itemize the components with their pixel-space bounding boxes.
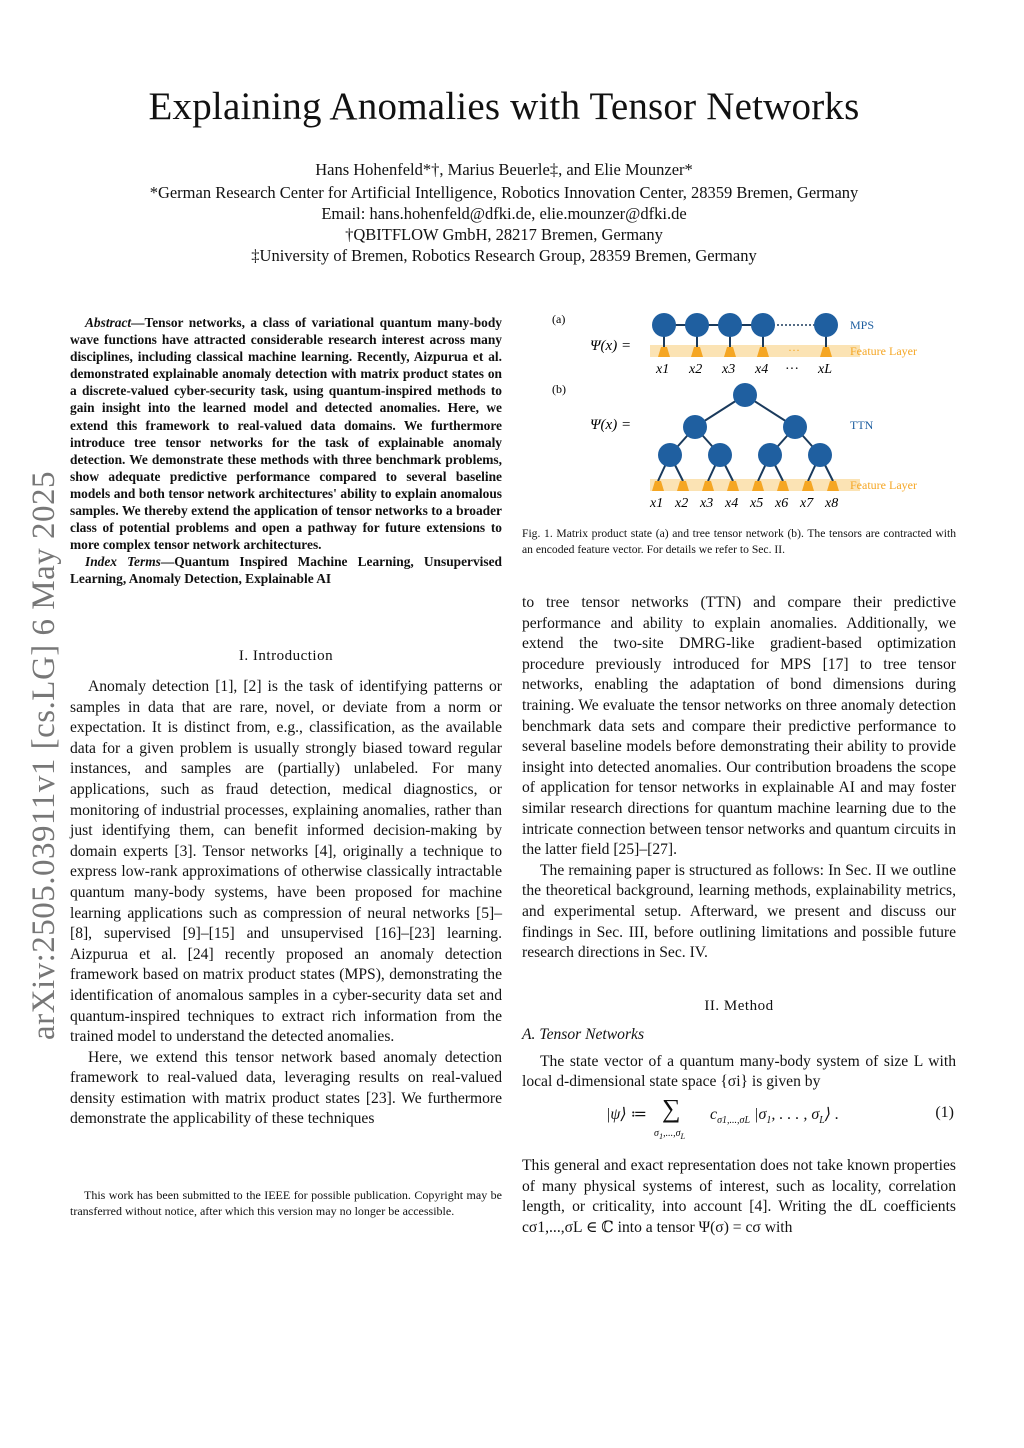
mps-label: MPS: [850, 318, 875, 332]
ttn-tensor-node: [808, 443, 832, 467]
section-1-body: [70, 677, 502, 1130]
ttn-tensor-node: [658, 443, 682, 467]
equation-rhs: $c_{\sigma 1,...,\sigma L}$ $|\sigma_1$, . . . , $\sigma_L⟩$ .: [710, 1106, 840, 1127]
footnote: [70, 1188, 502, 1219]
mps-tensor-node: [718, 313, 742, 337]
ttn-tensor-nodes: [658, 383, 832, 467]
right-column-top: [522, 593, 956, 964]
mps-x-label: x2: [689, 362, 703, 377]
mps-tensor-node: [814, 313, 838, 337]
mps-psi-label: Ψ(x) =: [590, 338, 632, 354]
ttn-x-labels: [649, 496, 838, 511]
arxiv-identifier: arXiv:2505.03911v1 [cs.LG] 6 May 2025: [26, 470, 62, 1040]
index-terms-text: —Quantum Inspired Machine Learning, Unsupervised Learning, Anomaly Detection, Explainable AI: [70, 554, 502, 587]
mps-tensor-node: [652, 313, 676, 337]
section-2-heading: II. Method: [704, 998, 774, 1014]
ttn-x-label: x8: [825, 496, 839, 511]
affiliation-3: ‡University of Bremen, Robotics Research Group, 28359 Bremen, Germany: [251, 246, 757, 265]
right-column-bottom: [522, 1156, 956, 1238]
sum-symbol: ∑: [662, 1094, 681, 1123]
right-paragraph-3: The state vector of a quantum many-body system of size L with local d-dimensional state space {σi} is given by: [522, 1052, 956, 1091]
ttn-label: TTN: [850, 418, 874, 432]
equation-number: (1): [935, 1104, 954, 1121]
abstract-label: Abstract: [85, 315, 132, 330]
mps-feature-dots: ···: [788, 343, 800, 357]
figure-1-caption: Fig. 1. Matrix product state (a) and tree tensor network (b). The tensors are contracted with an encoded feature vector. For details we refer to Sec. II.: [522, 527, 956, 556]
mps-x-label: x1: [656, 362, 670, 377]
section-1-paragraph: Here, we extend this tensor network based anomaly detection framework to real-valued data, leveraging results on real-valued density estimation with matrix product states [23]. We furthermore demonstrate the applicability of these techniques: [70, 1048, 502, 1128]
ttn-x-label: x6: [775, 496, 789, 511]
abstract: [70, 314, 502, 588]
ttn-tensor-node: [758, 443, 782, 467]
section-1-paragraph: Anomaly detection [1], [2] is the task of identifying patterns or samples in data that are rare, novel, or deviate from a norm or expectation. It is distinct from, e.g., classification, as the available data for a given problem is usually strongly biased toward regular instances, and samples are (partially) unlabeled. For many applications, such as fraud detection, medical diagnostics, or monitoring of industrial processes, explaining anomalies, rather than just identifying them, can benefit informed decision-making by domain experts [3]. Tensor networks [4], originally a technique to express low-rank approximations of otherwise classically intractable quantum many-body systems, have been proposed for machine learning applications such as compression of neural networks [5]–[8], supervised [9]–[15] and unsupervised [16]–[23] learning. Aizpurua et al. [24] recently proposed an anomaly detection framework based on matrix product states (MPS), demonstrating the identification of anomalous samples in a cyber-security data set and quantum-inspired techniques to extract rich information from the trained model to understand the detected anomalies.: [70, 678, 502, 1046]
index-terms-label: Index Terms: [85, 554, 161, 570]
ttn-x-label: x7: [800, 496, 814, 511]
mps-x-label: xL: [818, 362, 832, 377]
feature-layer-label-b: Feature Layer: [850, 478, 917, 492]
panel-a-label: (a): [552, 312, 566, 326]
ttn-x-label: x1: [650, 496, 664, 511]
abstract-text: —Tensor networks, a class of variational quantum many-body wave functions have attracted considerable research interest across many disciplines, including classical machine learning. Recently, Aizpurua et al. demonstrated explainable anomaly detection with matrix product states on a discrete-valued cyber-security task, using quantum-inspired methods to gain insight into the learned model and detected anomalies. Here, we extend this framework to real-valued data domains. We furthermore introduce tree tensor networks for the task of explainable anomaly detection. We demonstrate these methods with three benchmark problems, show adequate predictive performance compared to several baseline models and both tensor network architectures' ability to explain anomalous samples. We thereby extend the application of tensor networks to a broader class of potential problems and open a pathway for future extensions to more complex tensor network architectures.: [70, 315, 502, 553]
feature-layer-label-a: Feature Layer: [850, 344, 917, 358]
footnote-text: This work has been submitted to the IEEE for possible publication. Copyright may be transferred without notice, after which this version may no longer be accessible.: [70, 1188, 502, 1218]
ttn-tensor-node: [783, 415, 807, 439]
right-paragraph-4: This general and exact representation does not take known properties of many physical systems of interest, such as locality, correlation length, or criticality, into account [4]. Writing the dL coefficients cσ1,...,σL ∈ ℂ into a tensor Ψ(σ) = cσ with: [522, 1157, 956, 1236]
ttn-tensor-node: [708, 443, 732, 467]
ttn-bonds: [658, 395, 833, 481]
mps-x-dots: ···: [785, 362, 799, 377]
mps-x-label: x4: [755, 362, 769, 377]
mps-x-labels: [655, 362, 832, 377]
mps-x-label: x3: [722, 362, 736, 377]
right-paragraph-1: to tree tensor networks (TTN) and compare their predictive performance and ability to explain anomalies. Additionally, we extend the two-site DMRG-like gradient-based optimization procedure previously introduced for MPS [17] to tree tensor networks, enabling the adaptation of bond dimensions during training. We evaluate the tensor networks on three anomaly detection benchmark data sets and compare their predictive performance to several baseline models before demonstrating their ability to provide insight into detected anomalies. Our contribution broadens the scope of application for tensor networks in explainable AI and may foster similar research directions for quantum machine learning due to the intricate connection between tensor networks and quantum circuits in the latter field [25]–[27].: [522, 594, 956, 859]
figure-1: [540, 305, 960, 520]
affiliation-1: *German Research Center for Artificial Intelligence, Robotics Innovation Center, 28359 Bremen, Germany: [149, 183, 859, 202]
equation-lhs: |ψ⟩ ≔: [606, 1106, 648, 1123]
right-paragraph-2: The remaining paper is structured as follows: In Sec. II we outline the theoretical background, learning methods, explainability metrics, and experimental setup. Afterward, we present and discuss our findings in Sec. III, before outlining limitations and possible future research directions in Sec. IV.: [522, 861, 956, 962]
authors: Hans Hohenfeld*†, Marius Beuerle‡, and Elie Mounzer*: [315, 160, 693, 179]
affiliation-email: Email: hans.hohenfeld@dfki.de, elie.mounzer@dfki.de: [321, 204, 687, 223]
sum-index: $\sigma_1,...,\sigma_L$: [654, 1128, 686, 1141]
right-column-method: [522, 1025, 956, 1093]
section-1-heading: I. Introduction: [238, 648, 334, 664]
ttn-psi-label: Ψ(x) =: [590, 417, 632, 433]
ttn-x-label: x4: [725, 496, 739, 511]
subsection-heading: A. Tensor Networks: [522, 1026, 645, 1043]
ttn-x-label: x5: [750, 496, 764, 511]
ttn-x-label: x3: [700, 496, 714, 511]
affiliation-2: †QBITFLOW GmbH, 28217 Bremen, Germany: [345, 225, 663, 244]
ttn-x-label: x2: [675, 496, 689, 511]
paper-title: Explaining Anomalies with Tensor Networks: [148, 85, 860, 128]
mps-tensor-node: [685, 313, 709, 337]
panel-b-label: (b): [552, 382, 566, 396]
equation-1: [522, 1094, 956, 1146]
ttn-tensor-node: [733, 383, 757, 407]
mps-tensor-node: [751, 313, 775, 337]
ttn-tensor-node: [683, 415, 707, 439]
